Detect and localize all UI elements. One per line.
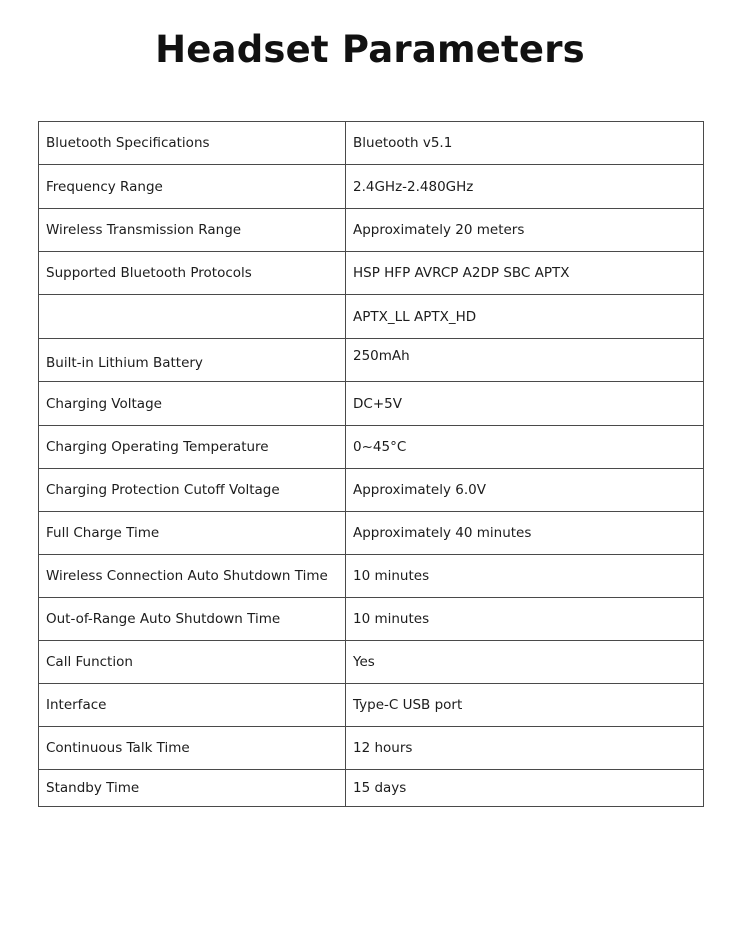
table-row: [39, 209, 704, 252]
row-label: Wireless Transmission Range: [39, 209, 346, 252]
row-value: 12 hours: [346, 727, 704, 770]
table-row: [39, 727, 704, 770]
table-row: [39, 684, 704, 727]
row-value: Approximately 20 meters: [346, 209, 704, 252]
table-row: [39, 555, 704, 598]
row-label: Charging Voltage: [39, 382, 346, 426]
row-value: 10 minutes: [346, 598, 704, 641]
row-label: Charging Protection Cutoff Voltage: [39, 469, 346, 512]
row-label: Charging Operating Temperature: [39, 426, 346, 469]
row-value: DC+5V: [346, 382, 704, 426]
row-value: HSP HFP AVRCP A2DP SBC APTX: [346, 252, 704, 295]
row-value: Approximately 40 minutes: [346, 512, 704, 555]
row-value: Approximately 6.0V: [346, 469, 704, 512]
row-label: Out-of-Range Auto Shutdown Time: [39, 598, 346, 641]
table-row: [39, 339, 704, 382]
row-label: Interface: [39, 684, 346, 727]
row-label: Standby Time: [39, 770, 346, 807]
row-label: Wireless Connection Auto Shutdown Time: [39, 555, 346, 598]
row-label: Full Charge Time: [39, 512, 346, 555]
row-label: Continuous Talk Time: [39, 727, 346, 770]
row-value: 2.4GHz-2.480GHz: [346, 165, 704, 209]
row-label: [39, 295, 346, 339]
row-label: Built-in Lithium Battery: [39, 339, 346, 382]
row-value: Bluetooth v5.1: [346, 122, 704, 165]
row-label: Frequency Range: [39, 165, 346, 209]
table-row: [39, 770, 704, 807]
row-label: Call Function: [39, 641, 346, 684]
page-title: Headset Parameters: [155, 28, 585, 71]
row-value: 250mAh: [346, 339, 704, 382]
table-row: [39, 512, 704, 555]
row-value: 0~45°C: [346, 426, 704, 469]
table-row: [39, 252, 704, 295]
table-row: [39, 641, 704, 684]
spec-table: [38, 121, 704, 807]
row-value: Type-C USB port: [346, 684, 704, 727]
table-row: [39, 165, 704, 209]
row-label: Bluetooth Specifications: [39, 122, 346, 165]
row-label: Supported Bluetooth Protocols: [39, 252, 346, 295]
table-row: [39, 295, 704, 339]
table-row: [39, 469, 704, 512]
row-value: 10 minutes: [346, 555, 704, 598]
table-row: [39, 426, 704, 469]
table-row: [39, 382, 704, 426]
row-value: APTX_LL APTX_HD: [346, 295, 704, 339]
table-row: [39, 598, 704, 641]
row-value: 15 days: [346, 770, 704, 807]
row-value: Yes: [346, 641, 704, 684]
table-row: [39, 122, 704, 165]
